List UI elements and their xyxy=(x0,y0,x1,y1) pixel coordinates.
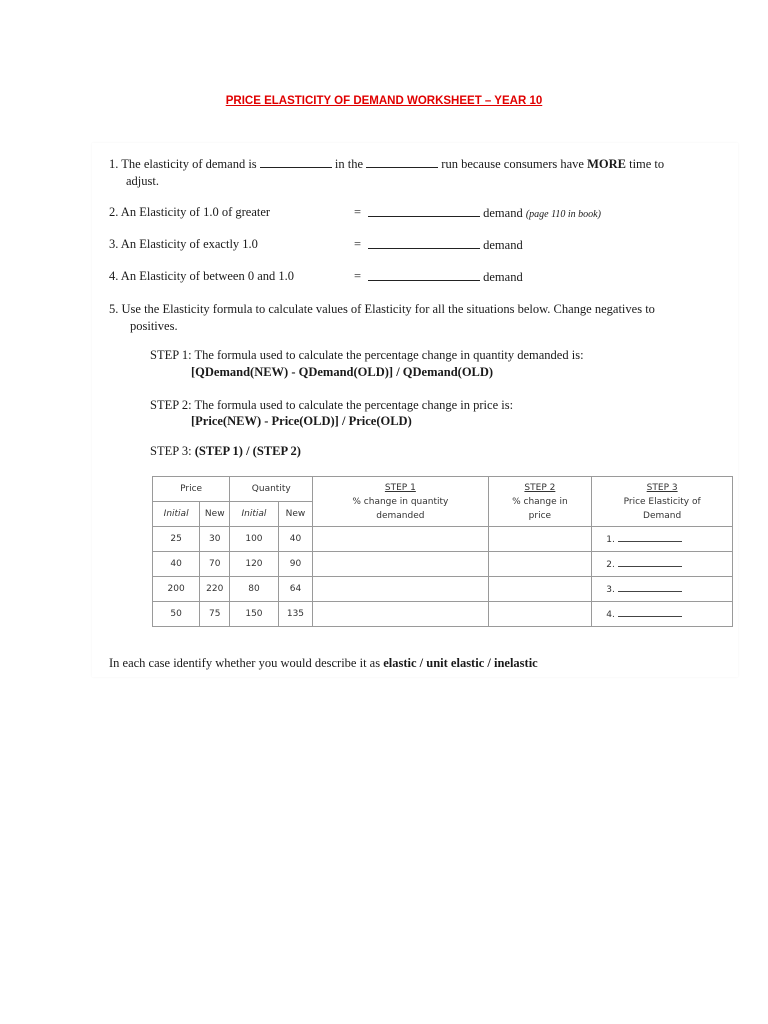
q1-line-2: adjust. xyxy=(126,174,159,188)
step3-cell[interactable] xyxy=(592,527,733,552)
page-title: PRICE ELASTICITY OF DEMAND WORKSHEET – YEAR 10 xyxy=(225,95,543,107)
q1-blank-2[interactable] xyxy=(366,156,438,168)
q1-bold-word: MORE xyxy=(587,157,626,171)
quantity-initial-header: Initial xyxy=(230,502,278,527)
answer-blank[interactable] xyxy=(618,583,682,592)
answer-blank[interactable] xyxy=(618,608,682,617)
q1-blank-1[interactable] xyxy=(260,156,332,168)
table-row xyxy=(153,552,733,577)
worksheet-scan xyxy=(92,143,738,677)
q2-word: demand xyxy=(483,206,523,220)
q3-word: demand xyxy=(483,238,523,252)
price-initial: 200 xyxy=(153,577,200,602)
footer-options: elastic / unit elastic / inelastic xyxy=(383,656,538,670)
q5-line-2: positives. xyxy=(130,319,178,333)
price-new-header: New xyxy=(200,502,230,527)
step1-col-sub2: demanded xyxy=(376,510,425,521)
step2-cell[interactable] xyxy=(488,552,592,577)
step2-col-sub1: % change in xyxy=(512,496,568,507)
table-row xyxy=(153,577,733,602)
step1-cell[interactable] xyxy=(313,577,488,602)
q4-word: demand xyxy=(483,270,523,284)
quantity-new: 40 xyxy=(278,527,313,552)
q4-answer xyxy=(368,269,523,285)
step1-col-sub1: % change in quantity xyxy=(352,496,449,507)
price-header: Price xyxy=(153,477,230,502)
answer-blank[interactable] xyxy=(618,558,682,567)
step2-cell[interactable] xyxy=(488,602,592,627)
q2-equals: = xyxy=(354,205,362,219)
answer-number: 1. xyxy=(606,535,615,545)
step1-formula: [QDemand(NEW) - QDemand(OLD)] / QDemand(OLD) xyxy=(191,365,494,379)
q2-label: 2. An Elasticity of 1.0 of greater xyxy=(109,205,271,219)
price-new: 220 xyxy=(200,577,230,602)
step1-cell[interactable] xyxy=(313,552,488,577)
price-initial: 40 xyxy=(153,552,200,577)
step1-cell[interactable] xyxy=(313,527,488,552)
q1-text-b: in the xyxy=(334,157,364,171)
step2-text: STEP 2: The formula used to calculate the percentage change in price is: xyxy=(150,398,514,412)
quantity-initial: 120 xyxy=(230,552,278,577)
table-row xyxy=(153,602,733,627)
footer-text: In each case identify whether you would describe it as xyxy=(109,656,381,670)
q4-equals: = xyxy=(354,269,362,283)
q3-answer xyxy=(368,237,523,253)
price-new: 70 xyxy=(200,552,230,577)
step3-cell[interactable] xyxy=(592,602,733,627)
price-new: 30 xyxy=(200,527,230,552)
elasticity-table xyxy=(152,476,733,627)
step3-formula: (STEP 1) / (STEP 2) xyxy=(194,444,301,458)
step1-text: STEP 1: The formula used to calculate the percentage change in quantity demanded is: xyxy=(150,348,584,362)
q5-line-1: 5. Use the Elasticity formula to calculate values of Elasticity for all the situations below. Change negatives to xyxy=(109,302,655,316)
step3-col-sub1: Price Elasticity of xyxy=(623,496,701,507)
step1-header xyxy=(313,477,488,527)
q1-text-d: time to xyxy=(629,157,665,171)
q1-number: 1. xyxy=(109,157,119,171)
q1-text-a: The elasticity of demand is xyxy=(121,157,257,171)
q3-label: 3. An Elasticity of exactly 1.0 xyxy=(109,237,258,251)
step2-cell[interactable] xyxy=(488,577,592,602)
step3-prefix: STEP 3: xyxy=(150,444,192,458)
q2-note: (page 110 in book) xyxy=(525,209,601,220)
q2-answer xyxy=(368,205,601,221)
price-initial: 50 xyxy=(153,602,200,627)
footer-line xyxy=(109,656,538,671)
step3-cell[interactable] xyxy=(592,552,733,577)
question-1 xyxy=(109,156,664,172)
answer-number: 3. xyxy=(606,585,615,595)
step2-cell[interactable] xyxy=(488,527,592,552)
q3-blank[interactable] xyxy=(368,237,480,249)
step2-header xyxy=(488,477,592,527)
q3-equals: = xyxy=(354,237,362,251)
q2-blank[interactable] xyxy=(368,205,480,217)
quantity-initial: 100 xyxy=(230,527,278,552)
price-new: 75 xyxy=(200,602,230,627)
step3-col-sub2: Demand xyxy=(643,510,682,521)
answer-blank[interactable] xyxy=(618,533,682,542)
q4-label: 4. An Elasticity of between 0 and 1.0 xyxy=(109,269,295,283)
step2-col-sub2: price xyxy=(528,510,552,521)
table-row xyxy=(153,527,733,552)
quantity-new: 64 xyxy=(278,577,313,602)
step2-formula: [Price(NEW) - Price(OLD)] / Price(OLD) xyxy=(191,414,412,428)
quantity-initial: 150 xyxy=(230,602,278,627)
price-initial-header: Initial xyxy=(153,502,200,527)
answer-number: 4. xyxy=(606,610,615,620)
quantity-new-header: New xyxy=(278,502,313,527)
q4-blank[interactable] xyxy=(368,269,480,281)
quantity-new: 90 xyxy=(278,552,313,577)
quantity-initial: 80 xyxy=(230,577,278,602)
step3-col-title: STEP 3 xyxy=(646,482,678,493)
quantity-header: Quantity xyxy=(230,477,313,502)
quantity-new: 135 xyxy=(278,602,313,627)
step3-line xyxy=(150,444,301,459)
step2-col-title: STEP 2 xyxy=(524,482,556,493)
answer-number: 2. xyxy=(606,560,615,570)
price-initial: 25 xyxy=(153,527,200,552)
step1-col-title: STEP 1 xyxy=(384,482,416,493)
q1-text-c: run because consumers have xyxy=(441,157,584,171)
step3-cell[interactable] xyxy=(592,577,733,602)
step3-header xyxy=(592,477,733,527)
step1-cell[interactable] xyxy=(313,602,488,627)
